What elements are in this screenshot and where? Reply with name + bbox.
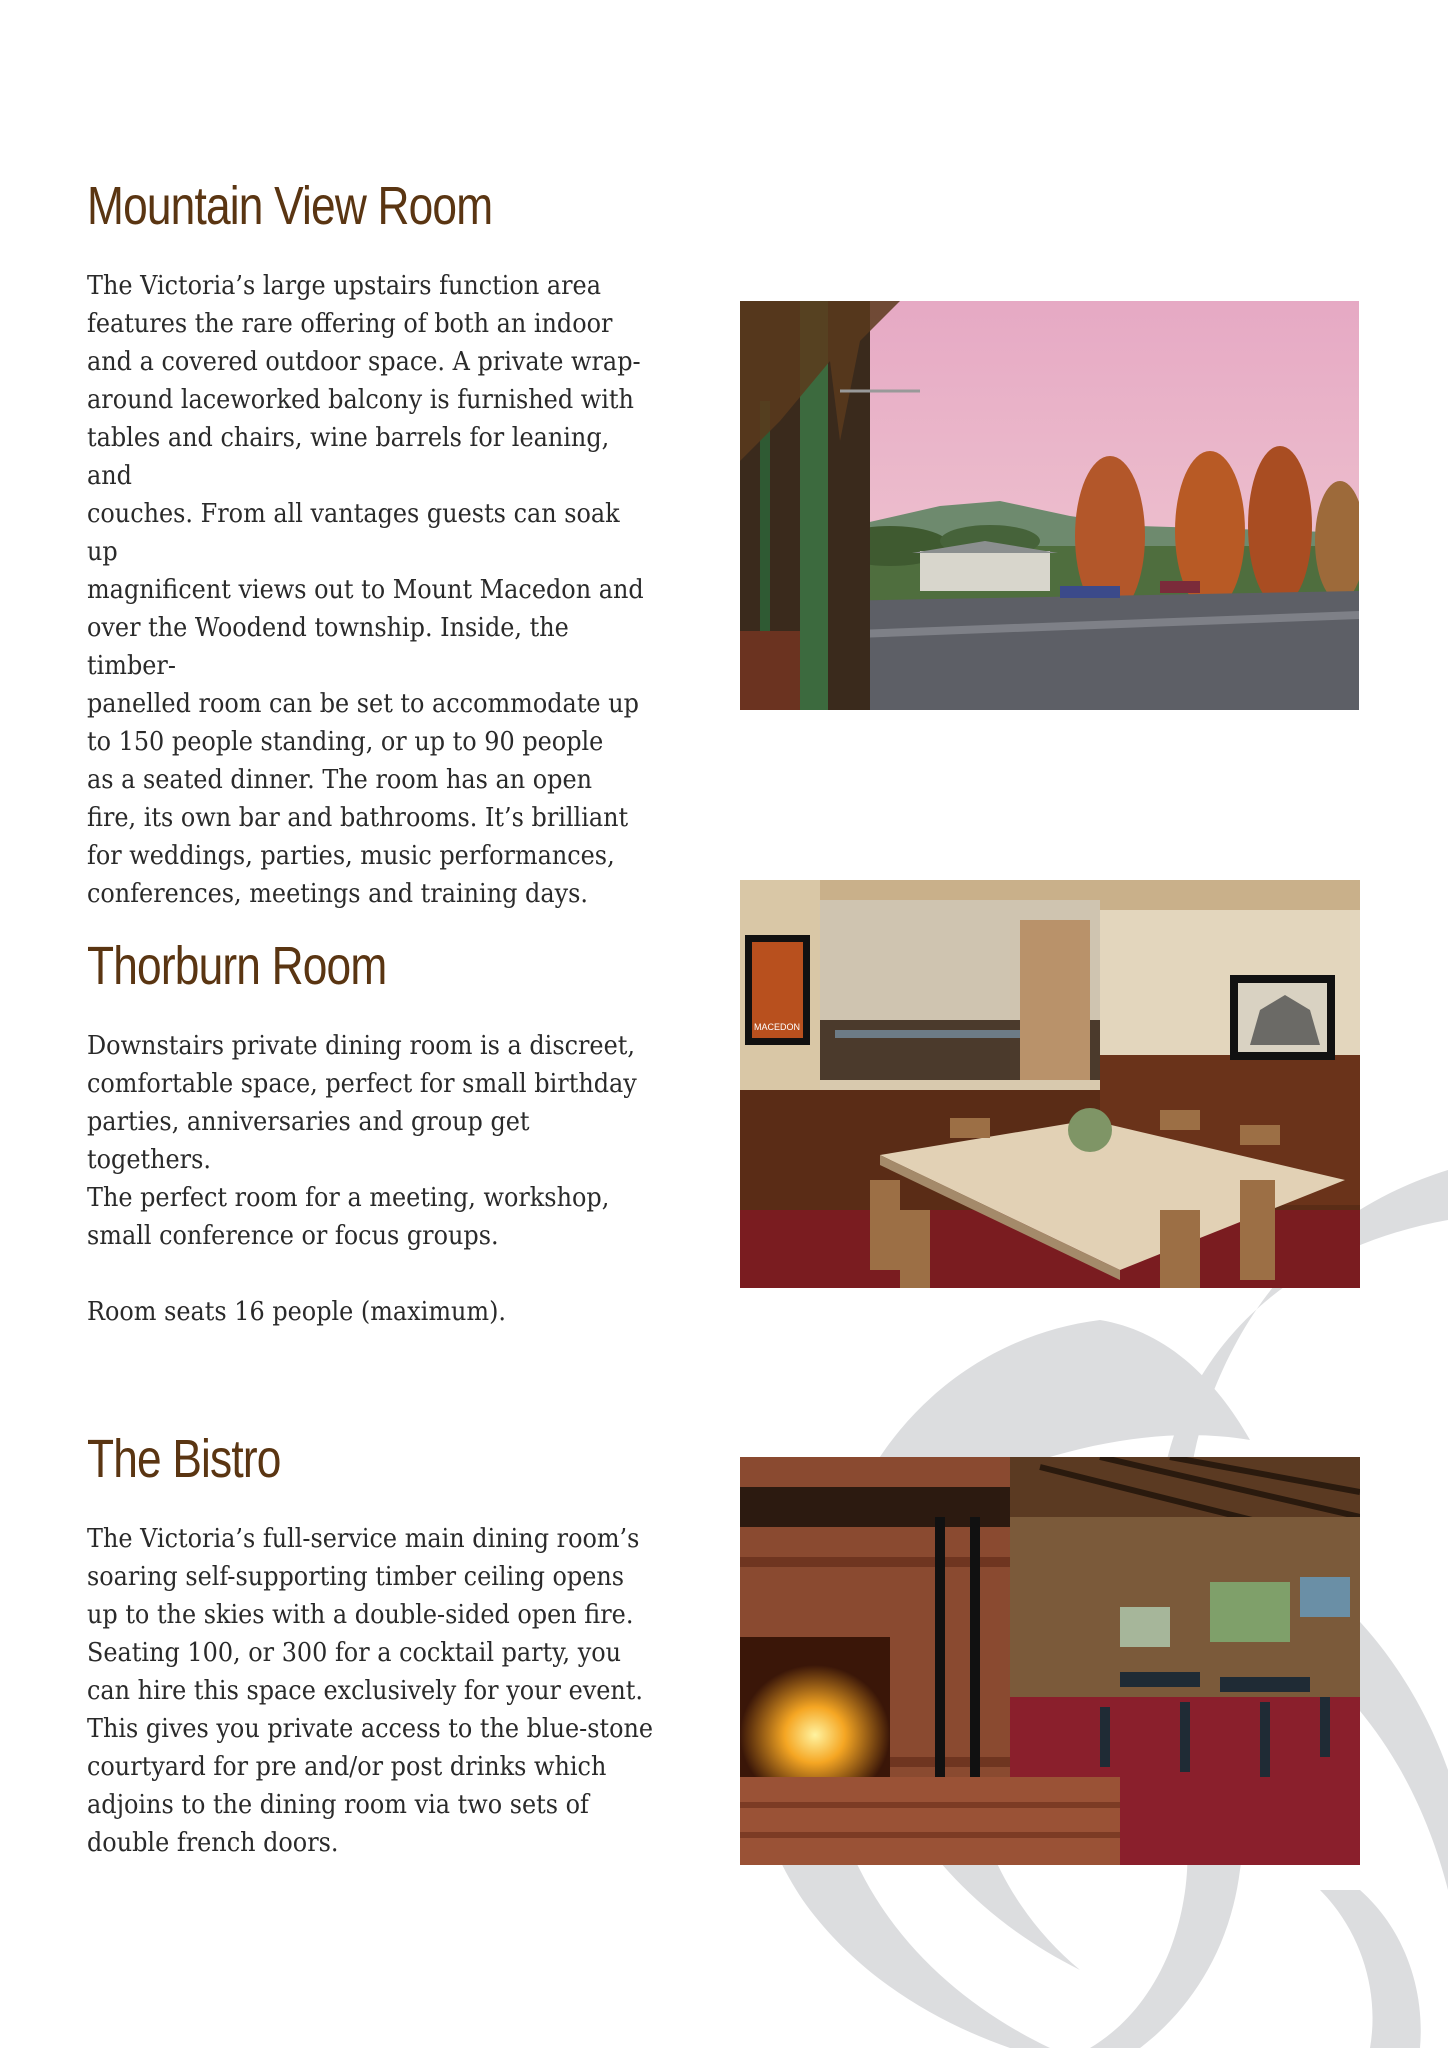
section-the-bistro [87,1428,707,1862]
section-description: Downstairs private dining room is a discreet, comfortable space, perfect for small birthday parties, anniversaries and group get togethers. The perfect room for a meeting, workshop, small conference or focus groups. [87,1031,637,1251]
section-description: The Victoria’s large upstairs function area features the rare offering of both an indoor and a covered outdoor space. A private wrap- around laceworked balcony is furnished with tables and chairs, wine barrels for leaning, and couches. From all vantages guests can soak up magnificent views out to Mount Macedon and over the Woodend township. Inside, the timber- panelled room can be set to accommodate up to 150 people standing, or up to 90 people as a seated dinner. The room has an open fire, its own bar and bathrooms. It’s brilliant for weddings, parties, music performances, conferences, meetings and training days. [87,271,644,909]
section-title: Mountain View Room [87,176,493,236]
bistro-photo [740,1457,1360,1865]
mountain-view-photo [740,301,1359,710]
section-title: The Bistro [87,1429,281,1489]
poster-text: MACEDON [753,1022,801,1032]
section-description: The Victoria’s full-service main dining room’s soaring self-supporting timber ceiling opens up to the skies with a double-sided open fire. Seating 100, or 300 for a cocktail party, you can hire this space exclusively for your event. This gives you private access to the blue-stone courtyard for pre and/or post drinks which adjoins to the dining room via two sets of double french doors. [87,1524,654,1858]
section-thorburn-room [87,935,707,1331]
section-mountain-view-room [87,175,707,913]
section-title: Thorburn Room [87,936,387,996]
capacity-note: Room seats 16 people (maximum). [87,1297,507,1327]
thorburn-room-photo [740,880,1360,1288]
